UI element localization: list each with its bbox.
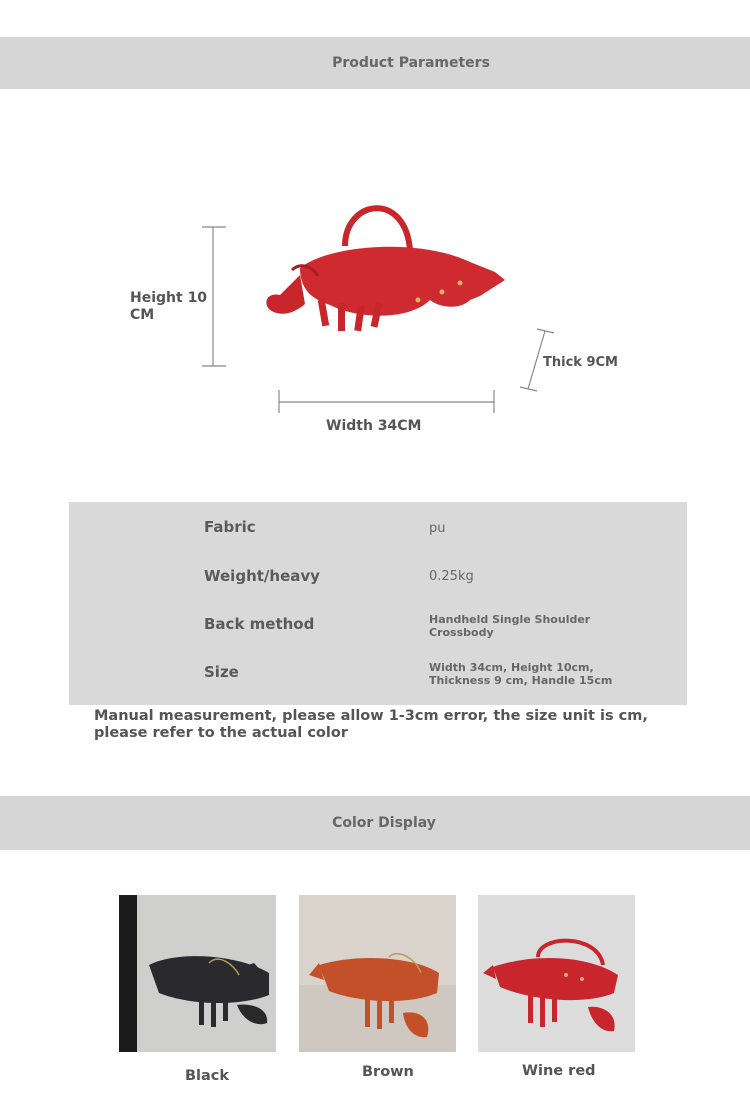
color-swatch-brown[interactable]: [299, 895, 456, 1052]
brown-bag-image: [299, 895, 456, 1052]
spec-key: Back method: [204, 615, 315, 633]
dimension-diagram: [0, 0, 750, 480]
spec-key: Fabric: [204, 518, 256, 536]
thick-dimension-label: Thick 9CM: [543, 355, 618, 370]
spec-key: Size: [204, 663, 239, 681]
lobster-bag-image: [266, 208, 505, 331]
width-dimension-label: Width 34CM: [326, 418, 422, 434]
product-parameters-title: Product Parameters: [332, 55, 490, 71]
width-ruler: [279, 390, 494, 413]
spec-value: Width 34cm, Height 10cm, Thickness 9 cm, Handle 15cm: [429, 661, 613, 687]
color-label-black: Black: [185, 1068, 230, 1084]
color-swatch-wine-red[interactable]: [478, 895, 635, 1052]
black-bag-image: [119, 895, 276, 1052]
spec-value: pu: [429, 521, 446, 536]
color-swatch-black[interactable]: [119, 895, 276, 1052]
color-label-brown: Brown: [362, 1064, 414, 1080]
spec-key: Weight/heavy: [204, 567, 320, 585]
color-label-wine-red: Wine red: [522, 1063, 596, 1079]
color-display-banner: [0, 796, 750, 850]
spec-value: Handheld Single Shoulder Crossbody: [429, 613, 591, 639]
spec-table: [69, 502, 687, 705]
measurement-note: Manual measurement, please allow 1-3cm error, the size unit is cm, please refer to the actual color: [94, 708, 648, 741]
height-dimension-label: Height 10 CM: [130, 290, 208, 323]
spec-value: 0.25kg: [429, 569, 474, 584]
wine-red-bag-image: [478, 895, 635, 1052]
color-display-title: Color Display: [332, 815, 436, 831]
